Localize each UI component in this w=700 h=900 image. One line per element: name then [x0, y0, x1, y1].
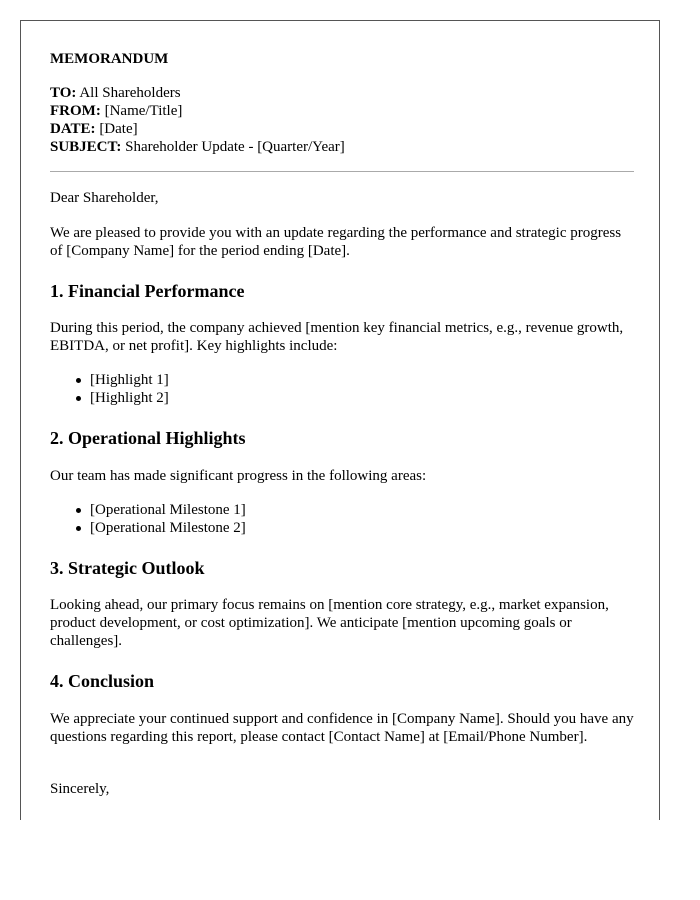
from-line: [50, 102, 345, 120]
date-value: [Date]: [99, 121, 138, 137]
greeting: Dear Shareholder,: [50, 190, 159, 206]
memo-page: [20, 20, 660, 820]
section-heading-financial: 1. Financial Performance: [50, 281, 245, 301]
list-item: [Highlight 2]: [90, 389, 660, 407]
to-value: All Shareholders: [79, 85, 181, 101]
financial-highlights-list: [50, 371, 660, 407]
from-label: FROM:: [50, 103, 101, 119]
section-heading-operational: 2. Operational Highlights: [50, 428, 246, 448]
header-divider: [50, 171, 634, 172]
memo-header: [50, 84, 345, 156]
from-value: [Name/Title]: [104, 103, 183, 119]
list-item: [Highlight 1]: [90, 371, 660, 389]
section-heading-strategic: 3. Strategic Outlook: [50, 558, 205, 578]
memo-title: MEMORANDUM: [50, 51, 169, 67]
closing: Sincerely,: [50, 781, 110, 797]
subject-label: SUBJECT:: [50, 139, 122, 155]
section-text-operational: Our team has made significant progress in the following areas:: [50, 468, 427, 484]
subject-value: Shareholder Update - [Quarter/Year]: [125, 139, 345, 155]
date-label: DATE:: [50, 121, 96, 137]
list-item: [Operational Milestone 1]: [90, 501, 660, 519]
to-line: [50, 84, 345, 102]
operational-milestones-list: [50, 501, 660, 537]
subject-line: [50, 138, 345, 156]
to-label: TO:: [50, 85, 77, 101]
intro-paragraph: We are pleased to provide you with an update regarding the performance and strategic progress of [Company Name] for the period ending [Date].: [50, 225, 622, 259]
list-item: [Operational Milestone 2]: [90, 519, 660, 537]
section-text-strategic: Looking ahead, our primary focus remains on [mention core strategy, e.g., market expansion, product development, or cost optimization]. We anticipate [mention upcoming goals or challenges].: [50, 597, 609, 649]
date-line: [50, 120, 345, 138]
section-text-conclusion: We appreciate your continued support and confidence in [Company Name]. Should you have any questions regarding this report, please contact [Contact Name] at [Email/Phone Number].: [50, 711, 634, 745]
section-heading-conclusion: 4. Conclusion: [50, 671, 155, 691]
section-text-financial: During this period, the company achieved [mention key financial metrics, e.g., revenue growth, EBITDA, or net profit]. Key highlights include:: [50, 320, 624, 354]
